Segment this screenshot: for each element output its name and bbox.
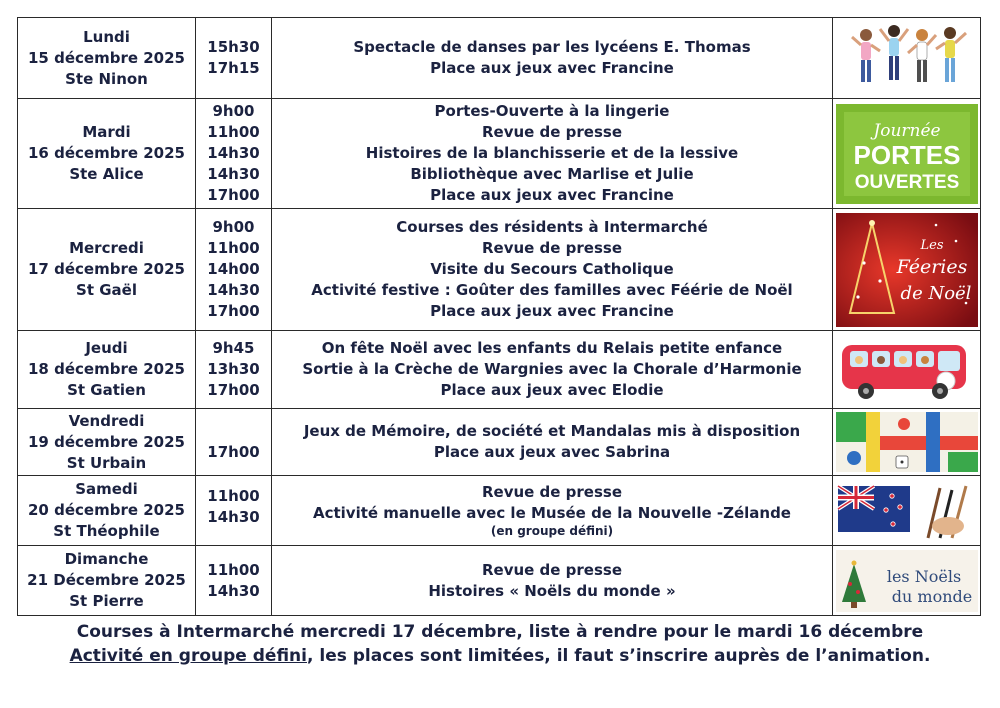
svg-text:PORTES: PORTES bbox=[853, 139, 961, 170]
activity-cell: Spectacle de danses par les lycéens E. Thomas Place aux jeux avec Francine bbox=[272, 18, 833, 99]
svg-text:OUVERTES: OUVERTES bbox=[854, 171, 960, 193]
christmas-fairy-poster bbox=[836, 213, 978, 327]
image-cell bbox=[833, 409, 981, 476]
day-cell: Mercredi 17 décembre 2025 St Gaël bbox=[18, 209, 196, 331]
image-cell bbox=[833, 209, 981, 331]
activity-cell: Portes-Ouverte à la lingerie Revue de presse Histoires de la blanchisserie et de la lessive Bibliothèque avec Marlise et Julie Place aux jeux avec Francine bbox=[272, 99, 833, 209]
activity-cell: Revue de presse Histoires « Noëls du monde » bbox=[272, 546, 833, 616]
day-cell: Mardi 16 décembre 2025 Ste Alice bbox=[18, 99, 196, 209]
bus-illustration bbox=[836, 335, 978, 405]
time-cell: 11h00 14h30 bbox=[196, 476, 272, 546]
dancers-illustration bbox=[836, 21, 978, 95]
image-cell bbox=[833, 476, 981, 546]
board-game-illustration bbox=[836, 412, 978, 472]
svg-text:Féeries: Féeries bbox=[896, 255, 968, 278]
schedule-sheet bbox=[17, 17, 980, 616]
schedule-table bbox=[17, 17, 981, 616]
day-cell: Vendredi 19 décembre 2025 St Urbain bbox=[18, 409, 196, 476]
day-cell: Jeudi 18 décembre 2025 St Gatien bbox=[18, 331, 196, 409]
new-zealand-flag-icon bbox=[838, 486, 910, 532]
time-cell: 9h00 11h00 14h00 14h30 17h00 bbox=[196, 209, 272, 331]
open-day-poster bbox=[836, 104, 978, 204]
day-row-dimanche bbox=[18, 546, 981, 616]
day-cell: Dimanche 21 Décembre 2025 St Pierre bbox=[18, 546, 196, 616]
svg-text:Journée: Journée bbox=[873, 120, 941, 141]
footer-notes bbox=[0, 620, 1000, 668]
day-cell: Lundi 15 décembre 2025 Ste Ninon bbox=[18, 18, 196, 99]
pawn-icon bbox=[847, 451, 861, 465]
footer-line-2 bbox=[0, 644, 1000, 668]
day-row-lundi bbox=[18, 18, 981, 99]
day-cell: Samedi 20 décembre 2025 St Théophile bbox=[18, 476, 196, 546]
day-row-mardi bbox=[18, 99, 981, 209]
time-cell: 17h00 bbox=[196, 409, 272, 476]
footer-line-2-rest: , les places sont limitées, il faut s’inscrire auprès de l’animation. bbox=[306, 646, 931, 666]
activity-cell: Courses des résidents à Intermarché Revue de presse Visite du Secours Catholique Activité festive : Goûter des familles avec Féérie de Noël Place aux jeux avec Francine bbox=[272, 209, 833, 331]
activity-cell: Jeux de Mémoire, de société et Mandalas mis à disposition Place aux jeux avec Sabrina bbox=[272, 409, 833, 476]
image-cell bbox=[833, 331, 981, 409]
time-cell: 15h30 17h15 bbox=[196, 18, 272, 99]
activity-cell: On fête Noël avec les enfants du Relais petite enfance Sortie à la Crèche de Wargnies avec la Chorale d’Harmonie Place aux jeux avec Elodie bbox=[272, 331, 833, 409]
image-cell bbox=[833, 546, 981, 616]
day-row-mercredi bbox=[18, 209, 981, 331]
time-cell: 11h00 14h30 bbox=[196, 546, 272, 616]
day-row-samedi bbox=[18, 476, 981, 546]
image-cell bbox=[833, 99, 981, 209]
christmas-world-poster bbox=[836, 550, 978, 612]
svg-text:les Noëls: les Noëls bbox=[886, 566, 962, 586]
footer-group-label: Activité en groupe défini bbox=[69, 646, 307, 666]
footer-line-1: Courses à Intermarché mercredi 17 décembre, liste à rendre pour le mardi 16 décembre bbox=[76, 622, 924, 642]
svg-text:de Noël: de Noël bbox=[900, 282, 972, 304]
svg-text:Les: Les bbox=[920, 237, 944, 253]
time-cell: 9h45 13h30 17h00 bbox=[196, 331, 272, 409]
day-row-jeudi bbox=[18, 331, 981, 409]
activity-cell: Revue de presse Activité manuelle avec le Musée de la Nouvelle -Zélande (en groupe défini) bbox=[272, 476, 833, 546]
new-zealand-craft-illustration bbox=[836, 480, 978, 542]
svg-text:du monde: du monde bbox=[891, 586, 973, 606]
time-cell: 9h00 11h00 14h30 14h30 17h00 bbox=[196, 99, 272, 209]
image-cell bbox=[833, 18, 981, 99]
pawn-icon bbox=[898, 418, 910, 430]
day-row-vendredi bbox=[18, 409, 981, 476]
